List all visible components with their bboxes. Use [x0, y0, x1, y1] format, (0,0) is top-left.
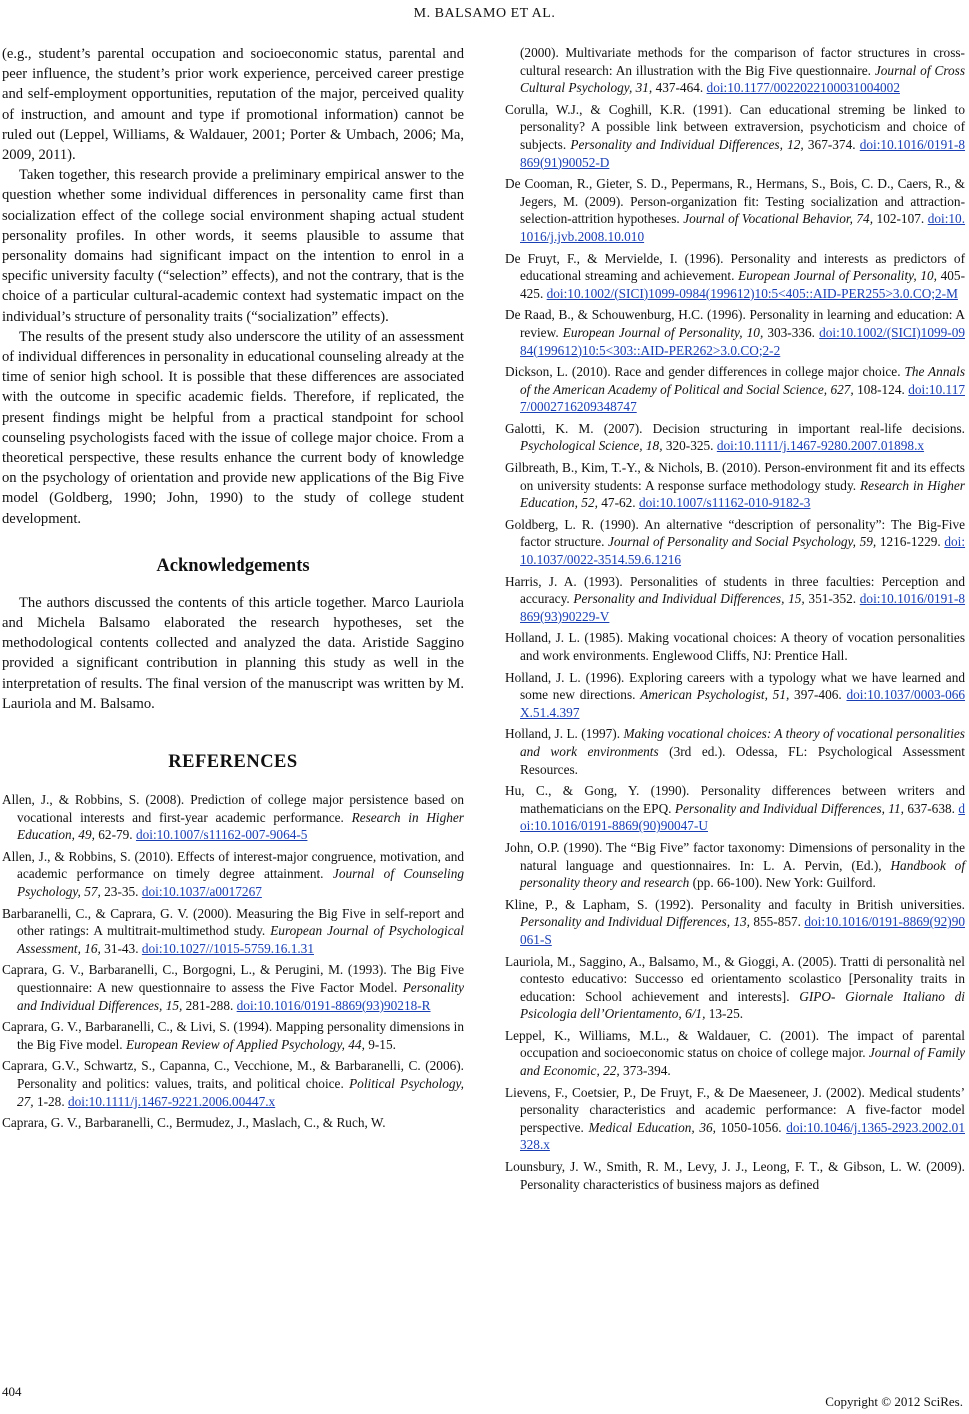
- doi-link[interactable]: doi:10.1016/0191-8869(92)90061-S: [520, 914, 965, 947]
- reference-text: John, O.P. (1990). The “Big Five” factor taxonomy: Dimensions of personality in the natural language and questionnaires. In: L. A. Pervin, (Ed.),: [505, 839, 965, 873]
- reference-text: De Raad, B., & Schouwenburg, H.C. (1996). Personality in learning and education: A review.: [505, 307, 965, 340]
- reference-venue: European Journal of Personality, 10,: [562, 324, 764, 340]
- reference-entry: [505, 573, 965, 626]
- reference-pages: 320-325.: [665, 438, 714, 454]
- doi-link[interactable]: doi:10.1016/0191-8869(93)90229-V: [520, 591, 966, 624]
- reference-entry: [2, 1018, 464, 1053]
- reference-text: Dickson, L. (2010). Race and gender differences in college major choice.: [505, 364, 901, 380]
- reference-entry: [505, 953, 965, 1023]
- reference-text: Caprara, G. V., Barbaranelli, C., Bermudez, J., Maslach, C., & Ruch, W.: [2, 1115, 386, 1131]
- reference-entry: [2, 961, 464, 1014]
- reference-list-right: [505, 44, 965, 1193]
- reference-entry: [505, 1027, 965, 1080]
- reference-venue: Journal of Counseling Psychology, 57,: [17, 866, 464, 900]
- reference-entry: [505, 363, 965, 416]
- reference-text: Holland, J. L. (1985). Making vocational choices: A theory of vocation personalities and work environments. Englewood Cliffs, NJ: Prentice Hall.: [505, 630, 965, 663]
- reference-pages: 437-464.: [655, 80, 704, 96]
- reference-entry: [505, 44, 965, 97]
- reference-pages: 9-15.: [368, 1036, 396, 1052]
- reference-venue: Personality and Individual Differences, 15,: [17, 980, 464, 1013]
- reference-text: (2000). Multivariate methods for the comparison of factor structures in cross-cultural research: An illustration with the Big Five questionnaire.: [520, 45, 965, 78]
- references-heading: REFERENCES: [168, 752, 298, 773]
- reference-pages: 397-406.: [794, 687, 842, 703]
- reference-text: Lounsbury, J. W., Smith, R. M., Levy, J. J., Leong, F. T., & Gibson, L. W. (2009). Personality characteristics of business majors as defined: [505, 1159, 965, 1192]
- reference-venue: Journal of Personality and Social Psychology, 59,: [608, 534, 877, 550]
- acknowledgements-text: The authors discussed the contents of this article together. Marco Lauriola and Michela Balsamo elaborated the research hypotheses, set the methodological contents collected and analyzed the data. Aristide Saggino provided a significant contribution in planning this study as well in the interpretation of results. The final version of the manuscript was written by M. Lauriola and M. Balsamo.: [2, 594, 464, 712]
- reference-venue: Personality and Individual Differences, 13,: [520, 914, 750, 930]
- reference-entry: [505, 101, 965, 171]
- reference-text: Caprara, G.V., Schwartz, S., Capanna, C., Vecchione, M., & Barbaranelli, C. (2006). Personality and politics: values, traits, and political choice.: [2, 1058, 464, 1091]
- reference-entry: [505, 1084, 965, 1154]
- reference-venue: Psychological Science, 18,: [520, 438, 663, 454]
- doi-link[interactable]: doi:10.1016/0191-8869(91)90052-D: [520, 136, 966, 170]
- reference-text: Lauriola, M., Saggino, A., Balsamo, M., & Gioggi, A. (2005). Tratti di personalità nel contesto educativo: Successo ed orientamento scolastico [Personality traits in education: School achievement and interests].: [505, 953, 965, 1004]
- reference-venue: GIPO- Giornale Italiano di Psicologia dell’Orientamento, 6/1,: [520, 988, 965, 1022]
- copyright-notice: Copyright © 2012 SciRes.: [825, 1394, 963, 1409]
- reference-entry: [505, 629, 965, 664]
- reference-venue: The Annals of the American Academy of Political and Social Science, 627,: [520, 364, 965, 397]
- reference-text: Lievens, F., Coetsier, P., De Fruyt, F., & De Maeseneer, J. (2002). Medical students’ personality characteristics and academic performance: A five-factor model perspective.: [505, 1084, 965, 1135]
- reference-pages: 47-62.: [601, 495, 636, 511]
- reference-venue: European Review of Applied Psychology, 44,: [125, 1036, 365, 1052]
- reference-text: Leppel, K., Williams, M.L., & Waldauer, C. (2001). The impact of parental occupation and socioeconomic status on choice of college major.: [505, 1027, 965, 1061]
- reference-pages: 637-638.: [907, 800, 955, 816]
- reference-text: Kline, P., & Lapham, S. (1992). Personality and faculty in British universities.: [505, 896, 965, 912]
- reference-venue: Journal of Cross Cultural Psychology, 31,: [520, 62, 966, 96]
- reference-venue: Journal of Vocational Behavior, 74,: [683, 211, 874, 227]
- reference-entry: [2, 1114, 464, 1132]
- reference-pages: 1216-1229.: [879, 534, 941, 550]
- reference-pages: 13-25.: [708, 1006, 744, 1022]
- page-number: 404: [2, 1384, 22, 1399]
- reference-pages: 1050-1056.: [720, 1119, 782, 1135]
- reference-entry: [505, 516, 965, 569]
- reference-text: Goldberg, L. R. (1990). An alternative “description of personality”: The Big-Five factor structure.: [505, 516, 965, 550]
- doi-link[interactable]: doi:10.1037/0003-066X.51.4.397: [520, 687, 966, 720]
- reference-entry: [505, 306, 965, 359]
- body-paragraph: The results of the present study also underscore the utility of an assessment of individual differences in personality in educational counseling already at the time of senior high school. It is possible that these differences are associated with the outcome in specific academic fields. Therefore, if replicated, the present findings might be helpful from a practical standpoint for school counseling psychologists faced with the issue of college major choice. From a theoretical perspective, these results enhance the current body of knowledge on the psychology of orientation and provide new applications of the Big Five model (Goldberg, 1990; John, 1990) to the study of college student development.: [2, 328, 464, 527]
- reference-entry: [505, 839, 965, 892]
- reference-pages: 351-352.: [808, 591, 857, 607]
- reference-venue: Political Psychology, 27,: [17, 1076, 465, 1109]
- doi-link[interactable]: doi:10.1177/0022022100031004002: [706, 80, 900, 96]
- reference-text: De Fruyt, F., & Mervielde, I. (1996). Personality and interests as predictors of educational streaming and achievement.: [505, 250, 965, 284]
- doi-link[interactable]: doi:10.1002/(SICI)1099-0984(199612)10:5<405::AID-PER255>3.0.CO;2-M: [546, 285, 958, 301]
- acknowledgements-heading: Acknowledgements: [156, 555, 310, 576]
- reference-venue: Making vocational choices: A theory of vocational personalities and work environments: [520, 726, 965, 759]
- reference-text: Holland, J. L. (1996). Exploring careers with a typology what we have learned and some new directions.: [505, 669, 965, 703]
- reference-venue: Handbook of personality theory and research: [520, 857, 966, 891]
- reference-pages: 31-43.: [104, 940, 139, 956]
- reference-venue: Research in Higher Education, 49,: [17, 809, 464, 843]
- reference-text: Harris, J. A. (1993). Personalities of students in three faculties: Perception and accuracy.: [505, 573, 965, 607]
- reference-entry: [505, 1158, 965, 1193]
- reference-pages: 62-79.: [98, 827, 133, 843]
- doi-link[interactable]: doi:10.1046/j.1365-2923.2002.01328.x: [520, 1119, 965, 1153]
- body-paragraph: Taken together, this research provide a preliminary empirical answer to the question whether some individual differences in personality came first than socialization effect of the college social environment shaping actual student personality profiles. In other words, it seems plausible to assume that personality domains had significant impact on the intention to enrol in a specific university faculty (“selection” effects), and not the contrary, that is the choice of a particular cultural-academic context had systematic impact on the individual’s structure of personality traits (“socialization” effects).: [2, 167, 464, 325]
- reference-text: Galotti, K. M. (2007). Decision structuring in important real-life decisions.: [505, 420, 965, 436]
- reference-text: Gilbreath, B., Kim, T.-Y., & Nichols, B. (2010). Person-environment fit and its effects on university students: A response surface methodology study.: [505, 460, 965, 493]
- left-column: [2, 44, 464, 1136]
- reference-venue: Medical Education, 36,: [588, 1119, 716, 1135]
- doi-link[interactable]: doi:10.1111/j.1467-9221.2006.00447.x: [67, 1093, 276, 1109]
- reference-text: Caprara, G. V., Barbaranelli, C., & Livi, S. (1994). Mapping personality dimensions in the Big Five model.: [2, 1019, 464, 1052]
- reference-entry: [2, 848, 464, 901]
- reference-list-left: [2, 791, 464, 1132]
- reference-pages: 108-124.: [857, 381, 905, 397]
- reference-text: Allen, J., & Robbins, S. (2008). Prediction of college major persistence based on vocational interests and first-year academic performance.: [2, 792, 464, 825]
- reference-venue: European Journal of Personality, 10,: [738, 268, 937, 284]
- doi-link[interactable]: doi:10.1016/j.jvb.2008.10.010: [520, 211, 966, 244]
- reference-text: Hu, C., & Gong, Y. (1990). Personality differences between writers and mathematicians on the EPQ.: [505, 783, 965, 816]
- reference-venue: Personality and Individual Differences, 15,: [573, 591, 805, 607]
- reference-pages: 23-35.: [104, 884, 139, 900]
- doi-link[interactable]: doi:10.1002/(SICI)1099-0984(199612)10:5<303::AID-PER262>3.0.CO;2-2: [520, 324, 965, 358]
- reference-pages: 1-28.: [36, 1093, 65, 1109]
- reference-pages: (pp. 66-100). New York: Guilford.: [692, 875, 876, 891]
- running-head: M. BALSAMO ET AL.: [413, 6, 556, 21]
- reference-pages: 281-288.: [185, 997, 234, 1013]
- reference-pages: 373-394.: [623, 1063, 671, 1079]
- reference-pages: 102-107.: [876, 211, 925, 227]
- reference-entry: [505, 420, 965, 455]
- reference-pages: 367-374.: [807, 136, 856, 152]
- reference-entry: [505, 669, 965, 722]
- reference-venue: Personality and Individual Differences, 11,: [674, 800, 904, 816]
- doi-link[interactable]: doi:10.1016/0191-8869(93)90218-R: [236, 997, 431, 1013]
- doi-link[interactable]: doi:10.1037/0022-3514.59.6.1216: [520, 534, 966, 568]
- reference-pages: 303-336.: [767, 324, 816, 340]
- right-column: [505, 44, 965, 1197]
- body-paragraph: (e.g., student’s parental occupation and socioeconomic status, parental and peer influence, the student’s prior work experience, perceived career prestige and self-employment opportunities, reputation of the major, perceived quality of instruction, and amount and type if promotional information) cannot be ruled out (Leppel, Williams, & Waldauer, 2001; Porter & Umbach, 2006; Ma, 2009, 2011).: [2, 46, 464, 164]
- reference-venue: Personality and Individual Differences, 12,: [570, 136, 804, 152]
- reference-text: Corulla, W.J., & Coghill, K.R. (1991). Can educational streming be linked to personality? A possible link between extraversion, psychoticism and choice of subjects.: [505, 101, 965, 152]
- reference-entry: [505, 459, 965, 512]
- reference-pages: 855-857.: [753, 914, 801, 930]
- reference-venue: European Journal of Psychological Assessment, 16,: [17, 923, 464, 956]
- doi-link[interactable]: doi:10.1027//1015-5759.16.1.31: [141, 940, 314, 956]
- reference-text: Caprara, G. V., Barbaranelli, C., Borgogni, L., & Perugini, M. (1993). The Big Five questionnaire: A new questionnaire to assess the Five Factor Model.: [2, 962, 464, 996]
- reference-entry: [505, 175, 965, 245]
- reference-entry: [505, 725, 965, 778]
- reference-text: Holland, J. L. (1997).: [505, 726, 621, 742]
- doi-link[interactable]: doi:10.1177/0002716209348747: [520, 381, 965, 415]
- reference-entry: [505, 896, 965, 949]
- doi-link[interactable]: doi:10.1016/0191-8869(90)90047-U: [520, 800, 965, 834]
- doi-link[interactable]: doi:10.1007/s11162-010-9182-3: [638, 495, 811, 511]
- reference-venue: Journal of Family and Economic, 22,: [520, 1045, 965, 1079]
- reference-text: Barbaranelli, C., & Caprara, G. V. (2000). Measuring the Big Five in self-report and other ratings: A multitrait-multimethod study.: [2, 905, 464, 939]
- reference-pages: 405-425.: [520, 268, 965, 301]
- reference-text: Allen, J., & Robbins, S. (2010). Effects of interest-major congruence, motivation, and academic performance on timely degree attainment.: [2, 848, 464, 882]
- reference-entry: [2, 791, 464, 844]
- reference-pages: (3rd ed.). Odessa, FL: Psychological Assessment Resources.: [520, 743, 965, 777]
- doi-link[interactable]: doi:10.1007/s11162-007-9064-5: [135, 827, 308, 843]
- reference-entry: [2, 905, 464, 958]
- reference-entry: [505, 782, 965, 835]
- reference-venue: Research in Higher Education, 52,: [520, 477, 965, 511]
- reference-entry: [505, 250, 965, 303]
- reference-venue: American Psychologist, 51,: [640, 687, 790, 703]
- reference-entry: [2, 1057, 464, 1110]
- doi-link[interactable]: doi:10.1037/a0017267: [141, 884, 262, 900]
- doi-link[interactable]: doi:10.1111/j.1467-9280.2007.01898.x: [716, 438, 925, 454]
- reference-text: De Cooman, R., Gieter, S. D., Pepermans, R., Hermans, S., Bois, C. D., Caers, R., & Jegers, M. (2009). Person-organization fit: Testing socialization and attraction-selection-attrition hypotheses.: [505, 176, 965, 227]
